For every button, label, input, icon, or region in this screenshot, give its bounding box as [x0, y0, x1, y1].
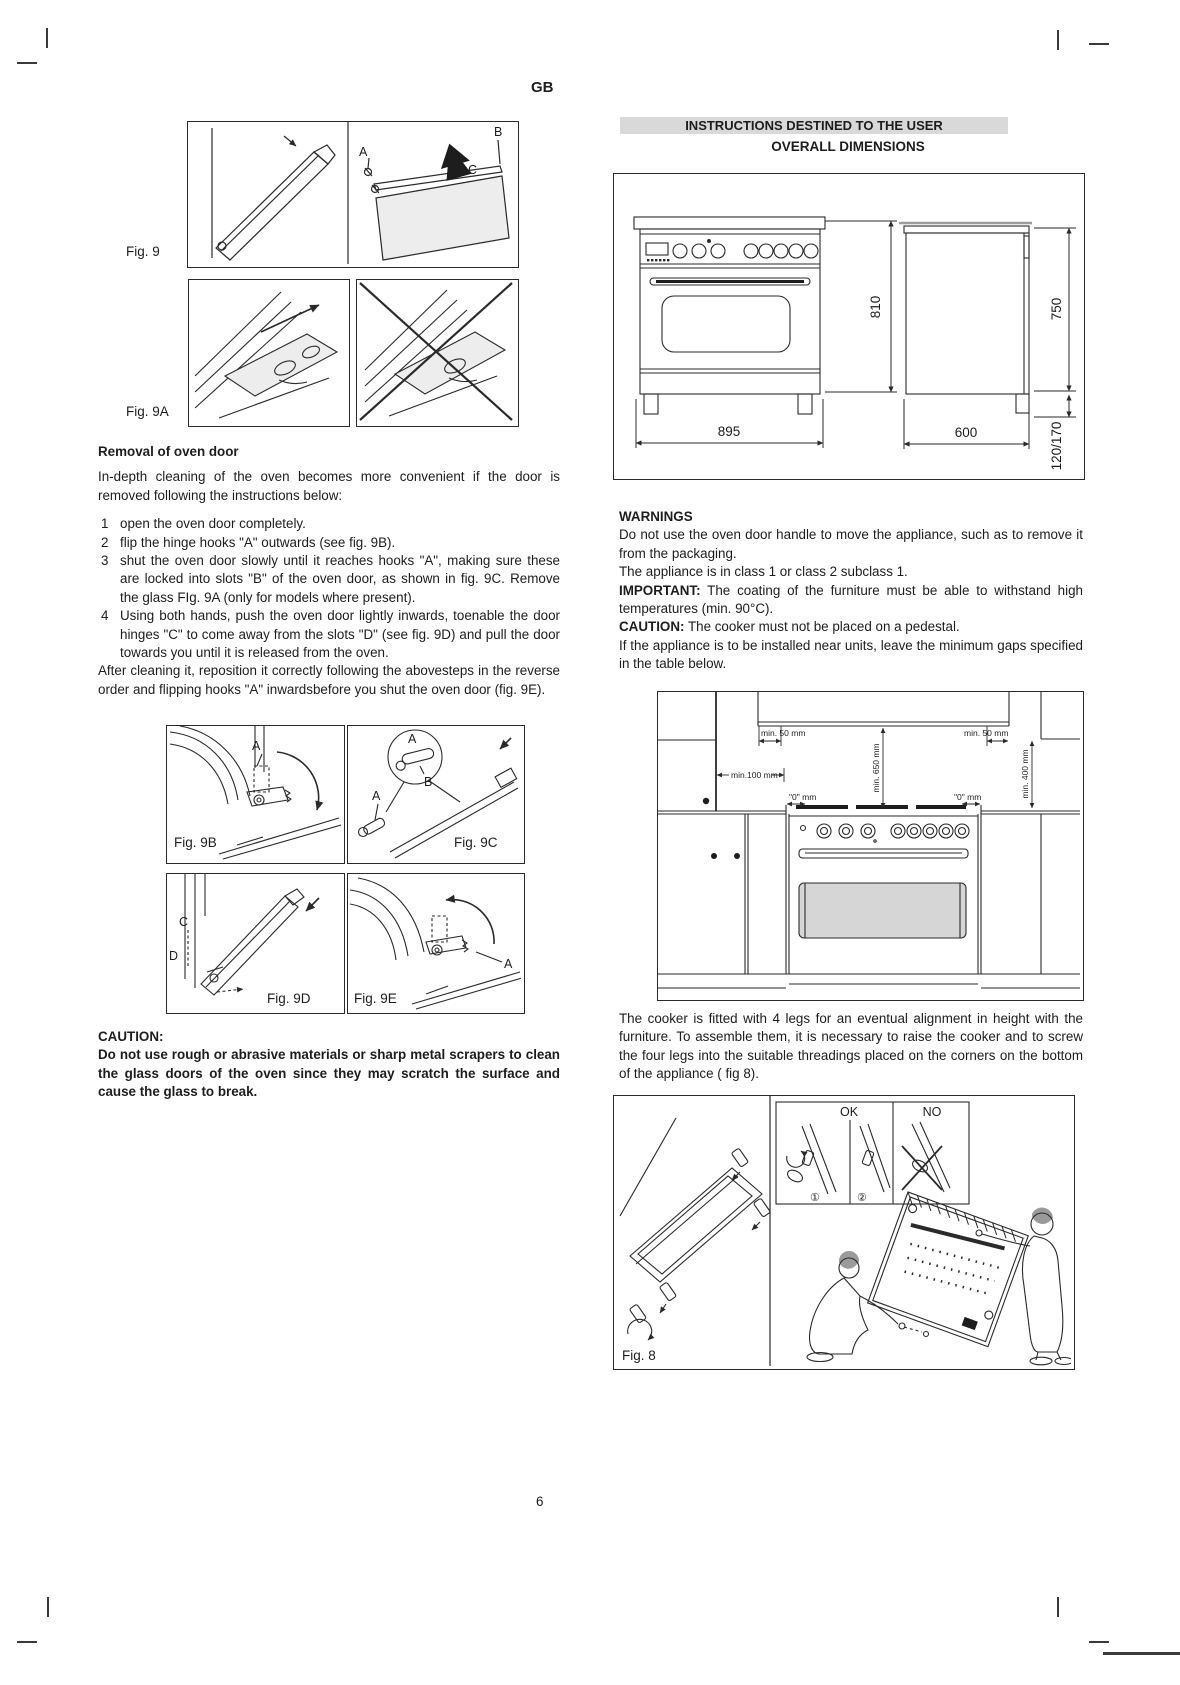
caution-body: Do not use rough or abrasive materials or sharp metal scrapers to clean the glass doors of the oven since they may scratch the surface and cause the glass to break. — [98, 1047, 560, 1100]
figure-9c-box — [347, 725, 525, 864]
dim-height-total-label: 810 — [868, 295, 883, 319]
warning-text: The cooker must not be placed on a pedestal. — [684, 619, 960, 635]
figure-9c-letter-a-inset: A — [408, 732, 417, 746]
figure-9e-box — [347, 873, 525, 1014]
figure-9b-box — [166, 725, 345, 864]
removal-steps — [98, 515, 560, 662]
list-item — [98, 552, 560, 607]
figure-9e-lines — [350, 878, 521, 1009]
crop-mark-bottom-left-v — [47, 1597, 49, 1617]
crop-mark-top-right-h — [1089, 43, 1109, 45]
caution-section — [98, 1028, 560, 1102]
figure-9c-caption: Fig. 9C — [454, 835, 498, 850]
warning-paragraph — [619, 582, 1083, 619]
figure-9d-letter-d: D — [169, 949, 179, 963]
gap-zero-right-label: "0" mm — [954, 792, 982, 802]
gap-min50-left-label: min. 50 mm — [761, 728, 806, 738]
figure-9b-letter-a: A — [252, 739, 261, 753]
figure-9d-letter-c: C — [179, 915, 189, 929]
warning-bold: IMPORTANT: — [619, 582, 701, 598]
crop-mark-top-right-v — [1057, 30, 1059, 50]
warning-paragraph — [619, 563, 1083, 581]
figure-9-letter-c: C — [468, 163, 478, 177]
figure-9-letter-a: A — [359, 145, 368, 159]
cooker-front-view — [634, 217, 825, 414]
tilted-cooker-bottom-view — [868, 1192, 1029, 1347]
figure-9a-left-drawing — [189, 280, 346, 423]
figure-9a-left-box — [188, 279, 350, 427]
figure-9a-caption: Fig. 9A — [126, 404, 169, 419]
crop-mark-top-left-h — [17, 62, 37, 64]
tilted-cooker-legs-sketch — [620, 1118, 770, 1340]
figure-9d-caption: Fig. 9D — [267, 991, 311, 1006]
release-arrow-icon — [217, 989, 243, 992]
step-text: open the oven door completely. — [120, 516, 306, 532]
figure-9d-drawing — [167, 874, 341, 1010]
step-text: flip the hinge hooks "A" outwards (see fig. 9B). — [120, 534, 396, 550]
section-banner-text: INSTRUCTIONS DESTINED TO THE USER — [685, 118, 943, 133]
down-right-arrow-icon — [284, 136, 296, 146]
ok-no-labels — [810, 1105, 942, 1204]
figure-9e-letter-a: A — [504, 957, 513, 971]
figure-9c-letter-a: A — [372, 789, 381, 803]
dimensions-drawing — [614, 174, 1081, 476]
step-1-badge: ① — [810, 1192, 820, 1204]
close-direction-arrow-icon — [500, 738, 511, 749]
figure-9-drawing — [188, 122, 515, 264]
gap-min650-label: min. 650 mm — [871, 743, 881, 793]
figure-9e-caption: Fig. 9E — [354, 991, 397, 1006]
caution-heading: CAUTION: — [98, 1029, 164, 1044]
step-number: 4 — [101, 608, 109, 624]
warning-text: The appliance is in class 1 or class 2 subclass 1. — [619, 564, 908, 580]
no-label: NO — [922, 1105, 942, 1119]
figure-9d-lines — [185, 874, 319, 995]
crop-mark-top-left-v — [46, 28, 48, 48]
figure-9a-left-lines — [195, 292, 337, 418]
warning-text: Do not use the oven door handle to move the appliance, such as to remove it from the packaging. — [619, 527, 1083, 561]
figure-9a-right-drawing — [357, 280, 515, 423]
dim-height-body-label: 750 — [1049, 297, 1064, 321]
cooker-side-view — [899, 223, 1032, 413]
figure-9-letter-b: B — [494, 125, 503, 139]
list-item — [98, 607, 560, 662]
gap-min50-right-label: min. 50 mm — [964, 728, 1009, 738]
warning-paragraph — [619, 618, 1083, 636]
warning-text: If the appliance is to be installed near units, leave the minimum gaps specified in the table below. — [619, 637, 1083, 672]
list-item — [98, 515, 560, 533]
dimension-lines — [636, 221, 1076, 449]
installation-gaps-figure-box — [657, 691, 1084, 1001]
installation-gaps-drawing — [658, 692, 1080, 997]
removal-outro: After cleaning it, reposition it correctly following the abovesteps in the reverse order and flipping hooks "A" inwardsbefore you shut the oven door (fig. 9E). — [98, 663, 560, 697]
figure-9b-caption: Fig. 9B — [174, 835, 217, 850]
legs-paragraph: The cooker is fitted with 4 legs for an eventual alignment in height with the furniture. To assemble them, it is necessary to raise the cooker and to screw the four legs into the suitable threadings placed on the corners on the bottom of the appliance ( fig 8). — [619, 1011, 1083, 1082]
page-number: 6 — [536, 1494, 544, 1509]
figure-8-drawing — [614, 1096, 1071, 1366]
step-text: shut the oven door slowly until it reaches hooks "A", making sure these are locked into slots "B" of the oven door, as shown in fig. 9C. Remove the glass FIg. 9A (only for models where present). — [120, 553, 560, 605]
figure-9a-right-box — [356, 279, 519, 427]
step-2-badge: ② — [857, 1192, 867, 1204]
figure-9-caption: Fig. 9 — [126, 244, 160, 259]
removal-section — [98, 443, 560, 699]
warnings-section — [619, 508, 1083, 674]
warning-paragraph — [619, 637, 1083, 674]
dim-leg-height-label: 120/170 — [1049, 421, 1064, 471]
warnings-heading: WARNINGS — [619, 509, 693, 524]
figure-9-box — [187, 121, 519, 268]
dimensions-title: OVERALL DIMENSIONS — [771, 139, 925, 154]
removal-intro: In-depth cleaning of the oven becomes more convenient if the door is removed following the instructions below: — [98, 469, 560, 503]
crop-mark-bottom-right-v — [1057, 1597, 1059, 1617]
gap-min100-label: min.100 mm — [731, 770, 778, 780]
people-tilting-cooker-sketch — [807, 1192, 1071, 1365]
gap-zero-left-label: "0" mm — [789, 792, 817, 802]
ok-label: OK — [839, 1105, 859, 1119]
push-in-arrow-icon — [306, 898, 319, 911]
gap-labels — [731, 728, 1030, 802]
warning-paragraph — [619, 526, 1083, 563]
step-number: 3 — [101, 553, 109, 569]
figure-9-lines — [212, 122, 509, 264]
figure-9d-box — [166, 873, 345, 1014]
figure-9a-right-lines — [360, 283, 512, 420]
removal-heading: Removal of oven door — [98, 444, 239, 459]
figure-8-box — [613, 1095, 1075, 1370]
dimensions-figure-box — [613, 173, 1085, 480]
crop-mark-bottom-right-h — [1089, 1641, 1109, 1643]
warning-text: The coating of the furniture must be able to withstand high temperatures (min. 90°C). — [619, 582, 1083, 617]
list-item — [98, 534, 560, 552]
gap-min400-label: min. 400 mm — [1020, 749, 1030, 799]
crop-mark-bottom-left-h — [17, 1641, 37, 1643]
figure-9c-letter-b-inset: B — [424, 775, 433, 789]
cooker-between-units — [658, 805, 1080, 988]
page-edge-line — [1103, 1652, 1180, 1655]
step-number: 2 — [101, 534, 109, 550]
dim-depth-label: 600 — [954, 425, 978, 440]
section-banner — [620, 117, 1008, 134]
page-language-code: GB — [531, 79, 554, 96]
figure-9e-drawing — [348, 874, 521, 1010]
warning-bold: CAUTION: — [619, 619, 685, 635]
dim-width-label: 895 — [717, 424, 741, 439]
step-number: 1 — [101, 516, 109, 532]
figure-8-caption: Fig. 8 — [622, 1348, 656, 1363]
slide-out-arrow-icon — [261, 305, 319, 332]
step-text: Using both hands, push the oven door lightly inwards, toenable the door hinges "C" to come away from the slots "D" (see fig. 9D) and pull the door towards you until it is released from the oven. — [120, 608, 560, 661]
